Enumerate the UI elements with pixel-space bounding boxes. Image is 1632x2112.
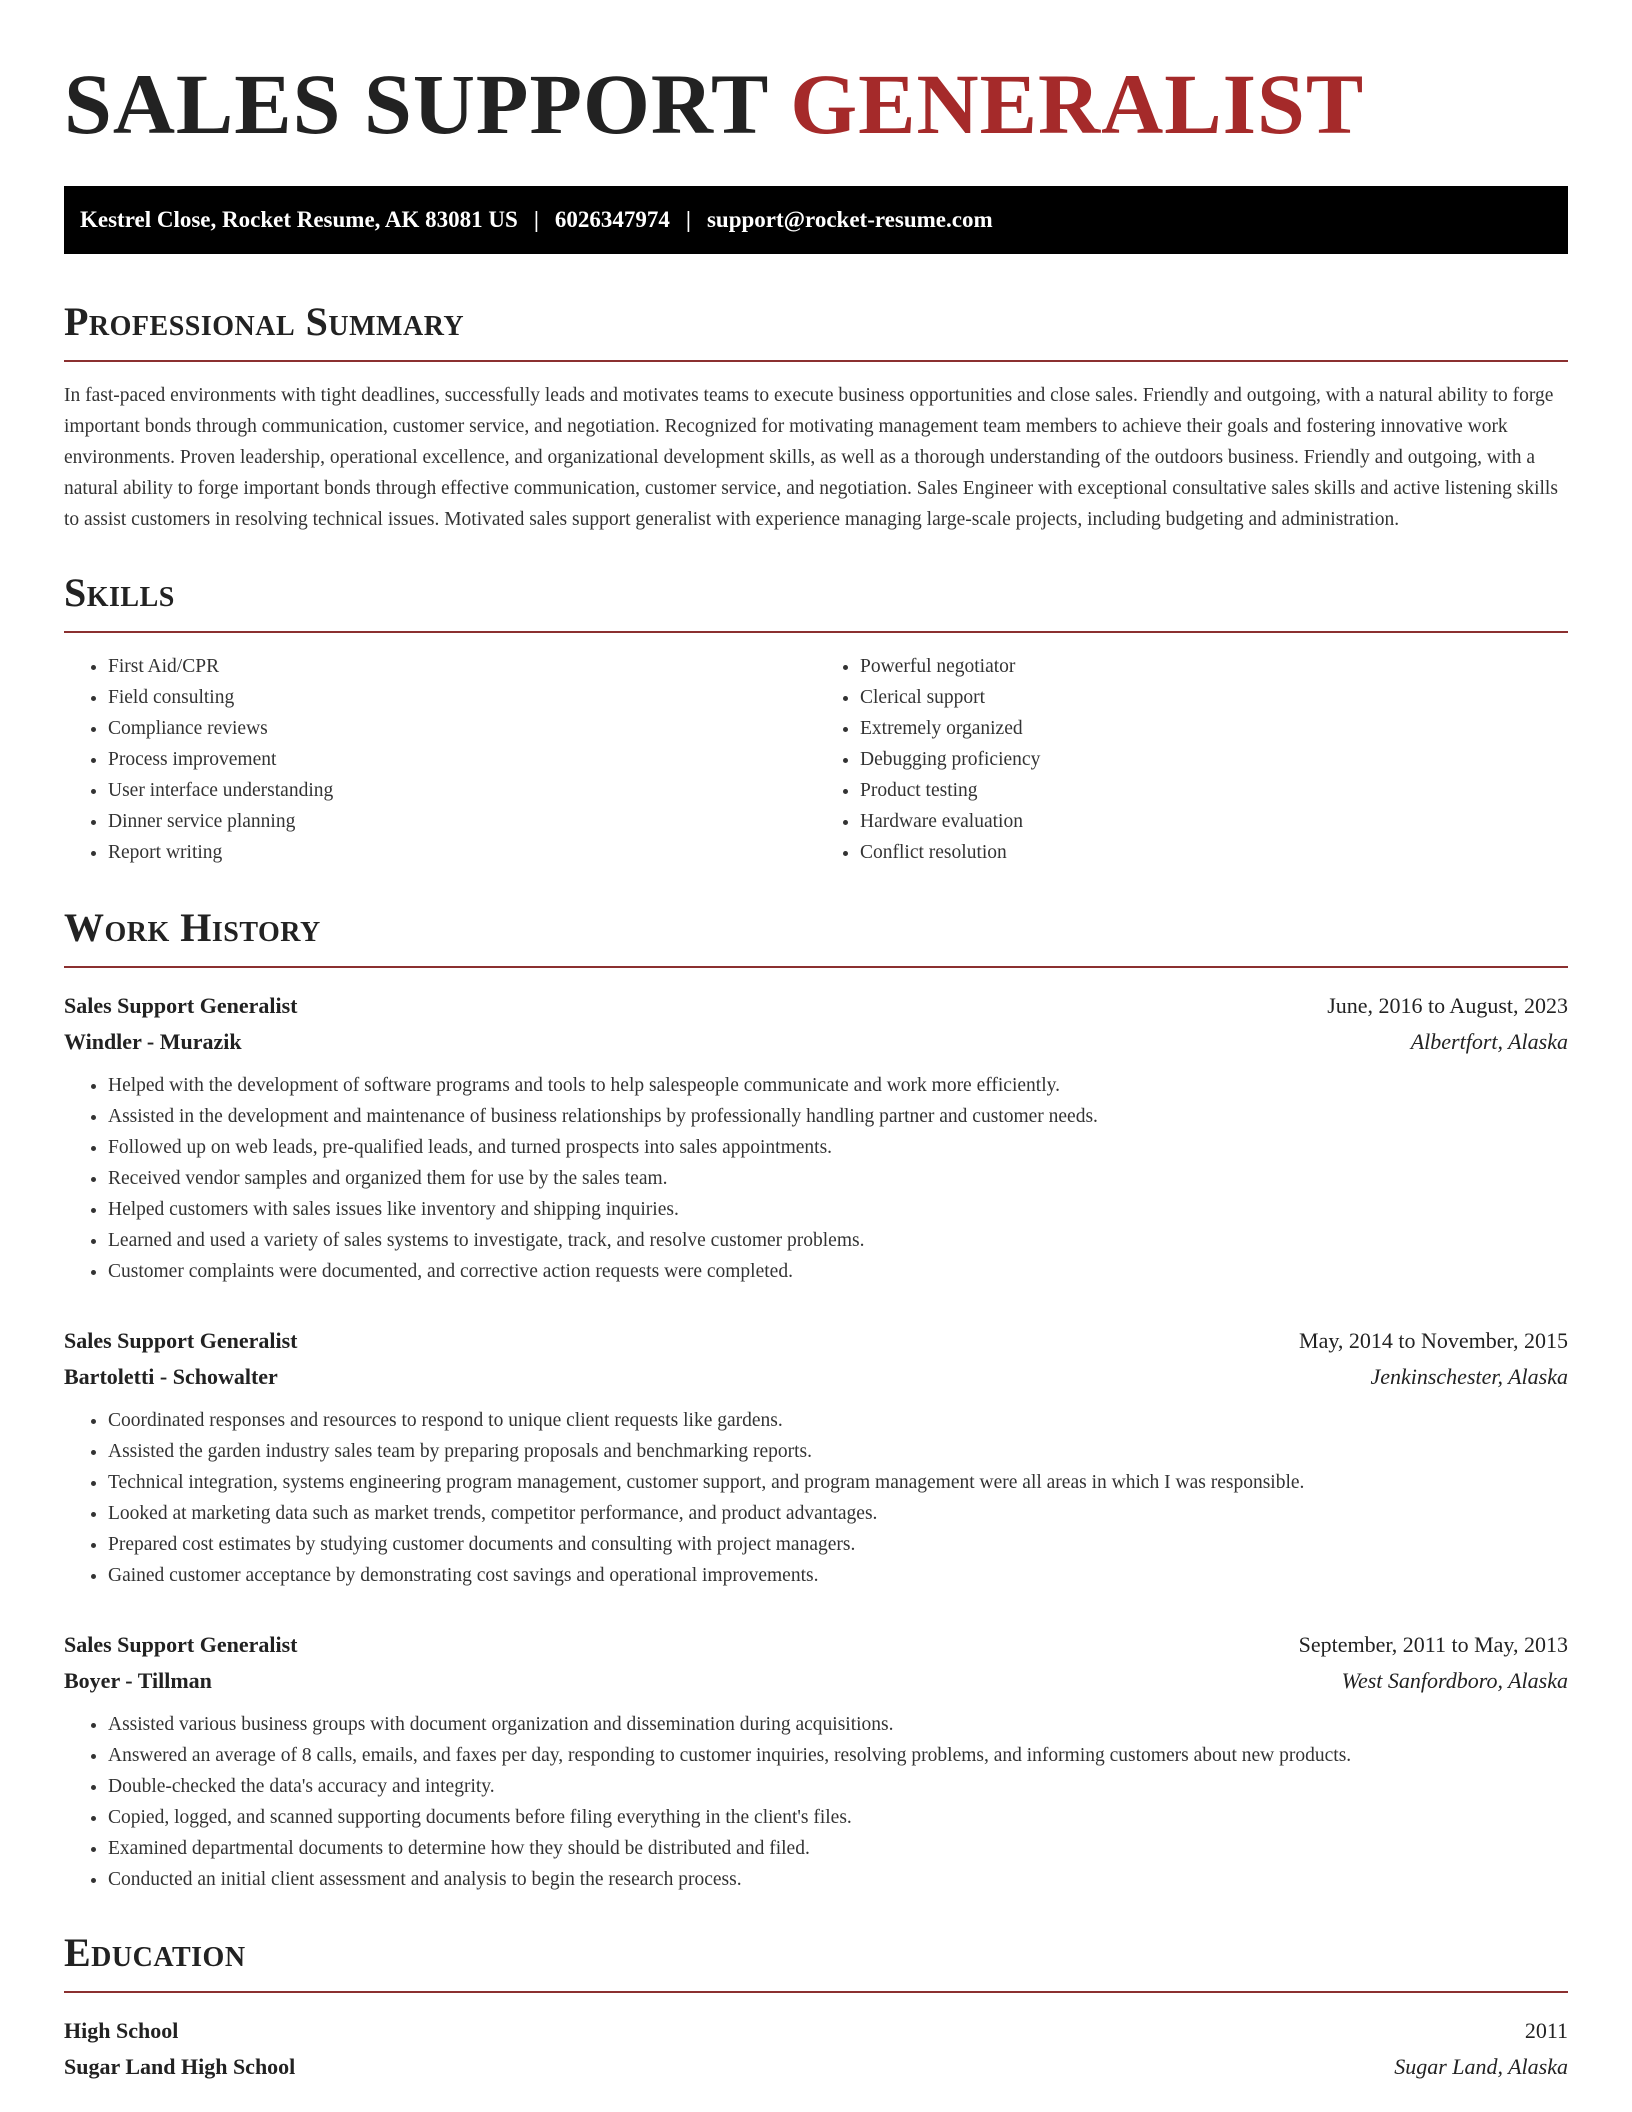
skill-item: • Powerful negotiator bbox=[860, 651, 1568, 682]
job-bullet: • Customer complaints were documented, and corrective action requests were completed. bbox=[108, 1256, 1568, 1287]
job-bullet: • Prepared cost estimates by studying customer documents and consulting with project managers. bbox=[108, 1529, 1568, 1560]
work-history-section bbox=[64, 902, 1568, 1895]
job-entry bbox=[64, 988, 1568, 1287]
job-location: Jenkinschester, Alaska bbox=[1370, 1364, 1568, 1389]
skill-item: • Clerical support bbox=[860, 682, 1568, 713]
skill-item: • First Aid/CPR bbox=[108, 651, 816, 682]
title-primary: SALES SUPPORT bbox=[64, 56, 768, 152]
education-section bbox=[64, 1927, 1568, 2085]
skill-item: • Report writing bbox=[108, 837, 816, 868]
job-bullet: • Looked at marketing data such as market trends, competitor performance, and product advantages. bbox=[108, 1498, 1568, 1529]
job-bullet: • Followed up on web leads, pre-qualified leads, and turned prospects into sales appointments. bbox=[108, 1132, 1568, 1163]
education-entry bbox=[64, 2013, 1568, 2085]
job-company: Bartoletti - Schowalter bbox=[64, 1364, 278, 1389]
skills-section bbox=[64, 567, 1568, 868]
job-dates: May, 2014 to November, 2015 bbox=[1299, 1328, 1568, 1353]
job-bullet: • Helped customers with sales issues like inventory and shipping inquiries. bbox=[108, 1194, 1568, 1225]
skill-item: • Field consulting bbox=[108, 682, 816, 713]
job-header-row bbox=[64, 1323, 1568, 1359]
section-divider bbox=[64, 966, 1568, 968]
skill-item: • Debugging proficiency bbox=[860, 744, 1568, 775]
job-bullet: • Conducted an initial client assessment and analysis to begin the research process. bbox=[108, 1864, 1568, 1895]
job-title: Sales Support Generalist bbox=[64, 993, 298, 1018]
education-degree: High School bbox=[64, 2018, 179, 2043]
job-header-row bbox=[64, 1627, 1568, 1663]
contact-phone: 6026347974 bbox=[554, 207, 670, 232]
education-year: 2011 bbox=[1524, 2018, 1568, 2043]
skill-item: • User interface understanding bbox=[108, 775, 816, 806]
job-dates: June, 2016 to August, 2023 bbox=[1327, 993, 1568, 1018]
section-divider bbox=[64, 631, 1568, 633]
skills-heading: Skills bbox=[64, 570, 175, 615]
job-bullet: • Assisted various business groups with document organization and dissemination during acquisitions. bbox=[108, 1709, 1568, 1740]
skill-item: • Conflict resolution bbox=[860, 837, 1568, 868]
contact-email[interactable]: support@rocket-resume.com bbox=[706, 207, 993, 232]
summary-section bbox=[64, 296, 1568, 535]
skills-columns bbox=[64, 651, 1568, 868]
job-entry bbox=[64, 1627, 1568, 1895]
section-divider bbox=[64, 1991, 1568, 1993]
skill-item: • Process improvement bbox=[108, 744, 816, 775]
job-bullet: • Coordinated responses and resources to respond to unique client requests like gardens. bbox=[108, 1405, 1568, 1436]
job-location: West Sanfordboro, Alaska bbox=[1341, 1668, 1568, 1693]
summary-text: In fast-paced environments with tight deadlines, successfully leads and motivates teams to execute business opportunities and close sales. Friendly and outgoing, with a natural ability to forge important bonds through communication, customer service, and negotiation. Recognized for motivating management team members to achieve their goals and fostering innovative work environments. Proven leadership, operational excellence, and organizational development skills, as well as a thorough understanding of the outdoors business. Friendly and outgoing, with a natural ability to forge important bonds through effective communication, customer service, and negotiation. Sales Engineer with exceptional consultative sales skills and active listening skills to assist customers in resolving technical issues. Motivated sales support generalist with experience managing large-scale projects, including budgeting and administration. bbox=[64, 385, 1558, 530]
skill-item: • Product testing bbox=[860, 775, 1568, 806]
job-bullets bbox=[64, 1405, 1568, 1591]
job-bullet: • Examined departmental documents to determine how they should be distributed and filed. bbox=[108, 1833, 1568, 1864]
job-bullets bbox=[64, 1070, 1568, 1287]
contact-separator: | bbox=[685, 207, 691, 232]
contact-separator: | bbox=[533, 207, 539, 232]
job-bullet: • Assisted in the development and maintenance of business relationships by professionally handling partner and customer needs. bbox=[108, 1101, 1568, 1132]
skill-item: • Hardware evaluation bbox=[860, 806, 1568, 837]
job-header-row bbox=[64, 988, 1568, 1024]
job-bullets bbox=[64, 1709, 1568, 1895]
job-bullet: • Assisted the garden industry sales team by preparing proposals and benchmarking reports. bbox=[108, 1436, 1568, 1467]
skill-item: • Extremely organized bbox=[860, 713, 1568, 744]
title-accent: GENERALIST bbox=[790, 56, 1365, 152]
job-bullet: • Gained customer acceptance by demonstrating cost savings and operational improvements. bbox=[108, 1560, 1568, 1591]
skill-item: • Compliance reviews bbox=[108, 713, 816, 744]
education-school-row bbox=[64, 2049, 1568, 2085]
education-header-row bbox=[64, 2013, 1568, 2049]
skills-list-left bbox=[64, 651, 816, 868]
section-divider bbox=[64, 360, 1568, 362]
job-entry bbox=[64, 1323, 1568, 1591]
contact-bar bbox=[64, 186, 1568, 254]
education-school: Sugar Land High School bbox=[64, 2054, 296, 2079]
job-bullet: • Double-checked the data's accuracy and integrity. bbox=[108, 1771, 1568, 1802]
resume-title bbox=[64, 48, 1568, 160]
summary-heading: Professional Summary bbox=[64, 299, 465, 344]
job-bullet: • Helped with the development of software programs and tools to help salespeople communicate and work more efficiently. bbox=[108, 1070, 1568, 1101]
job-company: Windler - Murazik bbox=[64, 1029, 242, 1054]
job-bullet: • Answered an average of 8 calls, emails, and faxes per day, responding to customer inquiries, resolving problems, and informing customers about new products. bbox=[108, 1740, 1568, 1771]
job-location: Albertfort, Alaska bbox=[1410, 1029, 1568, 1054]
work-history-heading: Work History bbox=[64, 905, 321, 950]
job-dates: September, 2011 to May, 2013 bbox=[1298, 1632, 1568, 1657]
education-heading: Education bbox=[64, 1930, 246, 1975]
job-title: Sales Support Generalist bbox=[64, 1632, 298, 1657]
job-bullet: • Received vendor samples and organized them for use by the sales team. bbox=[108, 1163, 1568, 1194]
skill-item: • Dinner service planning bbox=[108, 806, 816, 837]
job-company-row bbox=[64, 1024, 1568, 1060]
job-bullet: • Technical integration, systems engineering program management, customer support, and program management were all areas in which I was responsible. bbox=[108, 1467, 1568, 1498]
job-company: Boyer - Tillman bbox=[64, 1668, 212, 1693]
job-title: Sales Support Generalist bbox=[64, 1328, 298, 1353]
job-bullet: • Copied, logged, and scanned supporting documents before filing everything in the client's files. bbox=[108, 1802, 1568, 1833]
job-bullet: • Learned and used a variety of sales systems to investigate, track, and resolve customer problems. bbox=[108, 1225, 1568, 1256]
education-location: Sugar Land, Alaska bbox=[1394, 2054, 1568, 2079]
skills-list-right bbox=[816, 651, 1568, 868]
contact-address: Kestrel Close, Rocket Resume, AK 83081 US bbox=[80, 207, 518, 232]
job-company-row bbox=[64, 1663, 1568, 1699]
job-company-row bbox=[64, 1359, 1568, 1395]
